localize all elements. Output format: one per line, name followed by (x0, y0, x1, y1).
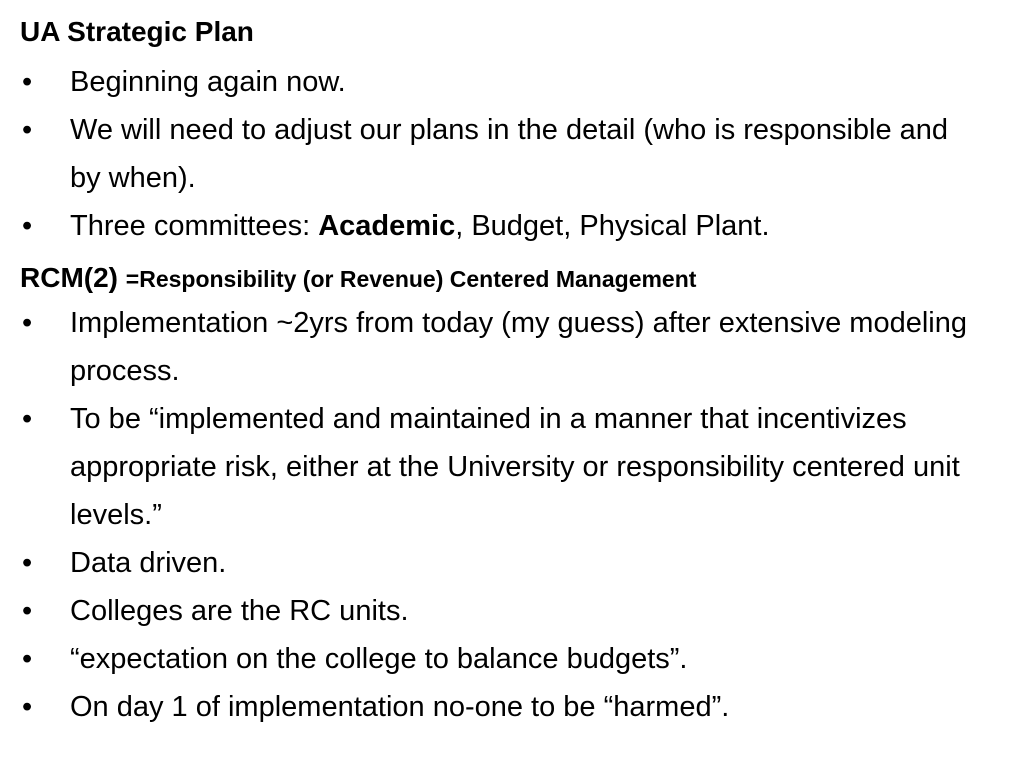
bullet-text: We will need to adjust our plans in the detail (who is responsible and by when). (70, 114, 949, 194)
bullet-item (20, 106, 984, 202)
section-title-rcm (20, 258, 984, 299)
bullet-text-prefix: Three committees: (70, 210, 319, 242)
bullet-item (20, 539, 984, 587)
bullet-dot-icon: • (22, 547, 33, 579)
bullet-item (20, 202, 984, 250)
bullet-item (20, 58, 984, 106)
bullet-dot-icon: • (22, 691, 33, 723)
bullet-text: On day 1 of implementation no-one to be “harmed”. (70, 691, 730, 723)
section-title-ua-strategic-plan (20, 12, 984, 52)
bullet-text: “expectation on the college to balance budgets”. (70, 643, 688, 675)
bullet-dot-icon: • (22, 307, 33, 339)
bullet-item (20, 299, 984, 395)
rcm-bullet-list (20, 299, 984, 731)
bullet-dot-icon: • (22, 595, 33, 627)
bullet-dot-icon: • (22, 114, 33, 146)
section-title-text: RCM(2) (20, 262, 118, 293)
bullet-item (20, 587, 984, 635)
bullet-text-suffix: , Budget, Physical Plant. (455, 210, 770, 242)
bullet-text: Implementation ~2yrs from today (my guess) after extensive modeling process. (70, 307, 967, 387)
section-title-text: UA Strategic Plan (20, 16, 254, 47)
bullet-text: Beginning again now. (70, 66, 346, 98)
bullet-text: Data driven. (70, 547, 227, 579)
bullet-dot-icon: • (22, 643, 33, 675)
bullet-dot-icon: • (22, 210, 33, 242)
bullet-item (20, 395, 984, 539)
bullet-dot-icon: • (22, 403, 33, 435)
bullet-item (20, 635, 984, 683)
bullet-text: To be “implemented and maintained in a manner that incentivizes appropriate risk, either at the University or responsibility centered unit levels.” (70, 403, 960, 531)
bullet-dot-icon: • (22, 66, 33, 98)
section-subtitle: =Responsibility (or Revenue) Centered Management (125, 266, 697, 292)
bullet-item (20, 683, 984, 731)
bullet-text: Colleges are the RC units. (70, 595, 409, 627)
strategic-plan-bullet-list (20, 58, 984, 250)
bullet-text-bold: Academic (318, 210, 456, 242)
